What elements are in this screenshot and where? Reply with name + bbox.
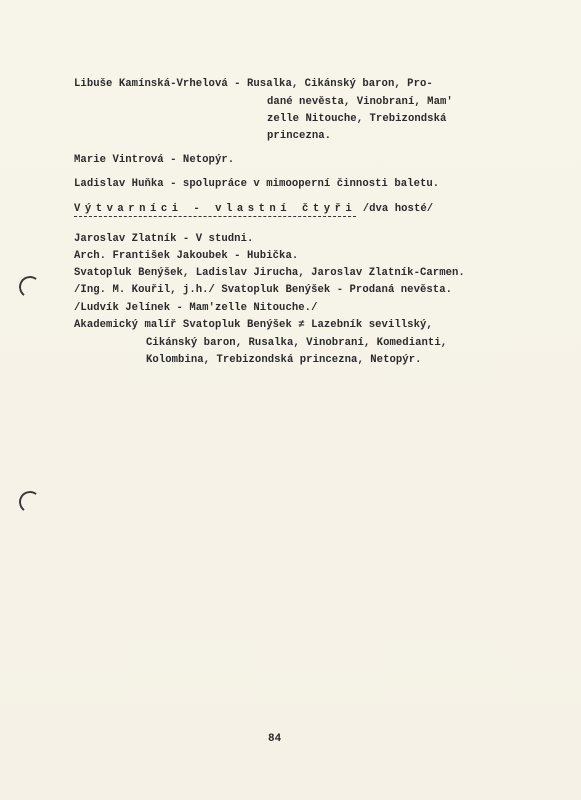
punch-hole-top: [18, 275, 43, 300]
section-heading-title: Výtvarníci - vlastní čtyři: [74, 203, 357, 215]
text-line: Cikánský baron, Rusalka, Vinobraní, Komedianti,: [146, 337, 448, 349]
text-line: Jaroslav Zlatník - V studni.: [74, 233, 254, 245]
text-line: Arch. František Jakoubek - Hubička.: [74, 250, 299, 262]
section-heading-note: /dva hosté/: [356, 203, 434, 215]
text-line: Libuše Kamínská-Vrhelová - Rusalka, Cikánský baron, Pro-: [74, 78, 433, 90]
page-number: 84: [268, 733, 282, 745]
text-line: Kolombina, Trebizondská princezna, Netopýr.: [146, 354, 422, 366]
punch-hole-bottom: [18, 490, 43, 515]
text-line: dané nevěsta, Vinobraní, Mam': [267, 96, 453, 108]
text-line: /Ludvík Jelínek - Mam'zelle Nitouche./: [74, 302, 318, 314]
text-line: Marie Vintrová - Netopýr.: [74, 154, 235, 166]
text-line: zelle Nitouche, Trebizondská: [267, 113, 447, 125]
section-heading: [74, 203, 433, 215]
text-line: Ladislav Huňka - spolupráce v mimooperní činnosti baletu.: [74, 178, 440, 190]
text-line: princezna.: [267, 130, 332, 142]
text-line: Akademický malíř Svatopluk Benýšek ≠ Lazebník sevillský,: [74, 319, 433, 331]
text-line: Svatopluk Benýšek, Ladislav Jirucha, Jaroslav Zlatník-Carmen.: [74, 267, 465, 279]
text-line: /Ing. M. Kouřil, j.h./ Svatopluk Benýšek - Prodaná nevěsta.: [74, 284, 453, 296]
